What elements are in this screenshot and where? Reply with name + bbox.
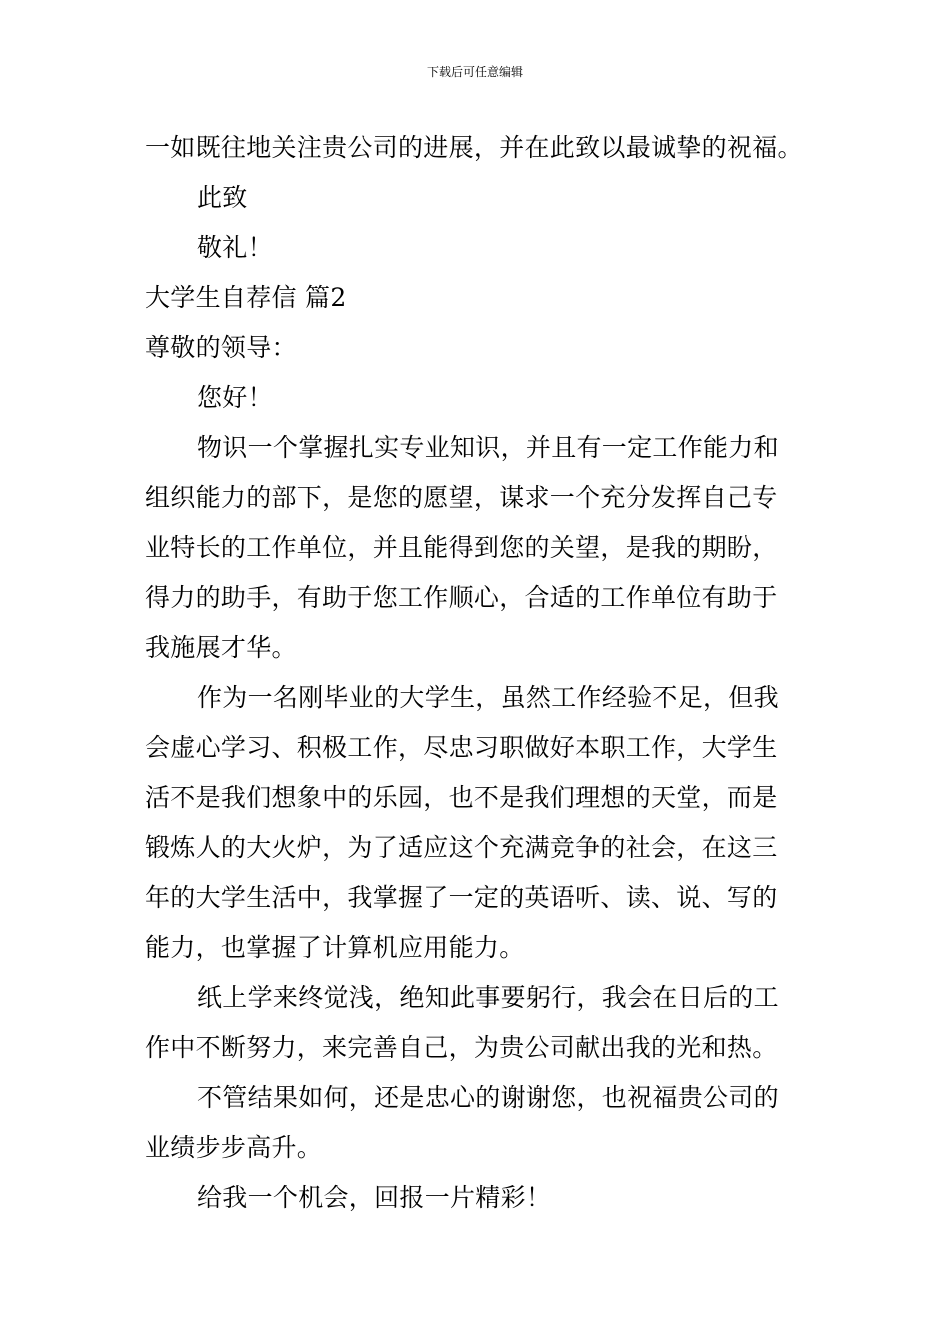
text-line: 年的大学生活中，我掌握了一定的英语听、读、说、写的 — [145, 883, 778, 912]
text-line: 能力，也掌握了计算机应用能力。 — [145, 933, 525, 962]
text-line: 会虚心学习、积极工作，尽忠习职做好本职工作，大学生 — [145, 733, 778, 762]
text-line: 得力的助手，有助于您工作顺心，合适的工作单位有助于 — [145, 583, 778, 612]
text-line: 锻炼人的大火炉，为了适应这个充满竞争的社会，在这三 — [145, 833, 778, 862]
salutation: 尊敬的领导： — [145, 333, 297, 362]
header-note: 下载后可任意编辑 — [426, 65, 523, 79]
text-line: 纸上学来终觉浅，绝知此事要躬行，我会在日后的工 — [197, 983, 779, 1012]
text-line: 组织能力的部下，是您的愿望，谋求一个充分发挥自己专 — [145, 483, 778, 512]
text-line: 不管结果如何，还是忠心的谢谢您，也祝福贵公司的 — [197, 1083, 779, 1112]
text-line: 作为一名刚毕业的大学生，虽然工作经验不足，但我 — [197, 683, 779, 712]
text-line: 我施展才华。 — [145, 633, 297, 662]
greeting: 您好！ — [197, 383, 273, 412]
text-line: 一如既往地关注贵公司的进展，并在此致以最诚挚的祝福。 — [145, 133, 803, 162]
text-line: 给我一个机会，回报一片精彩！ — [197, 1183, 552, 1212]
document-body — [145, 123, 810, 1223]
text-line: 业特长的工作单位，并且能得到您的关望，是我的期盼， — [145, 533, 778, 562]
closing-salutation: 此致 — [197, 183, 248, 212]
text-line: 物识一个掌握扎实专业知识，并且有一定工作能力和 — [197, 433, 779, 462]
closing-regards: 敬礼！ — [197, 233, 273, 262]
section-title: 大学生自荐信 篇2 — [145, 283, 347, 312]
text-line: 业绩步步高升。 — [145, 1133, 323, 1162]
text-line: 活不是我们想象中的乐园，也不是我们理想的天堂，而是 — [145, 783, 778, 812]
text-line: 作中不断努力，来完善自己，为贵公司献出我的光和热。 — [145, 1033, 778, 1062]
